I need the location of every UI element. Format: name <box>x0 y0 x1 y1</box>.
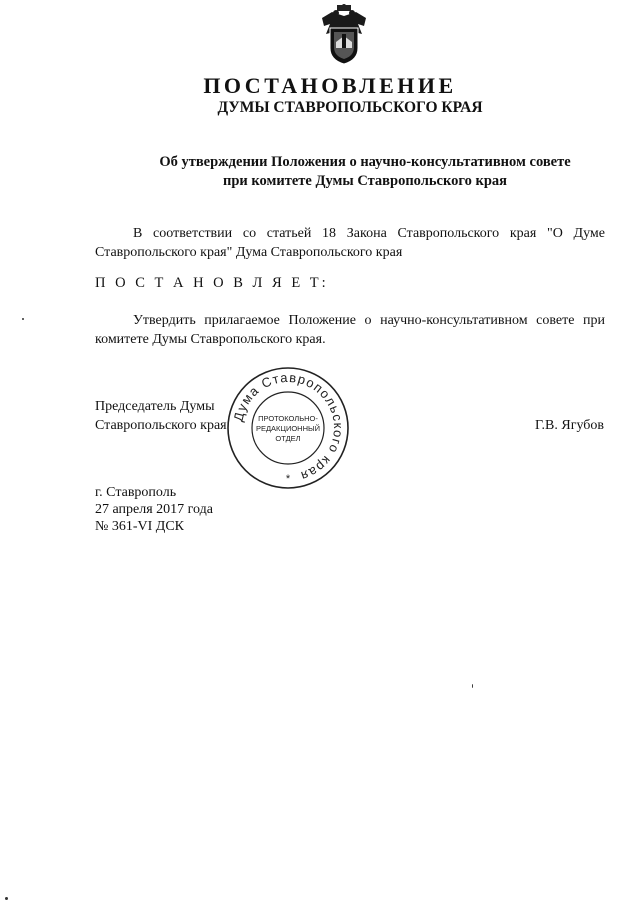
resolves-heading: П О С Т А Н О В Л Я Е Т: <box>95 275 329 291</box>
document-subtitle: ДУМЫ СТАВРОПОЛЬСКОГО КРАЯ <box>217 99 483 116</box>
footer-city: г. Ставрополь <box>95 485 177 500</box>
signatory-position-line-1: Председатель Думы <box>95 399 215 414</box>
document-title: ПОСТАНОВЛЕНИЕ <box>203 73 457 98</box>
footer-number: № 361-VI ДСК <box>95 519 185 534</box>
scan-speck <box>5 897 8 900</box>
preamble-paragraph <box>95 224 605 262</box>
stamp-center-line-1: ПРОТОКОЛЬНО- <box>258 414 318 423</box>
document-footer <box>95 484 213 535</box>
scan-speck <box>22 318 24 320</box>
official-stamp <box>225 365 351 491</box>
resolution-paragraph <box>95 311 605 349</box>
preamble-text: В соответствии со статьей 18 Закона Ставропольского края "О Думе Ставропольского края" Дума Ставропольского края <box>95 226 605 260</box>
stamp-center-line-2: РЕДАКЦИОННЫЙ <box>255 424 321 433</box>
coat-of-arms-emblem <box>318 4 370 66</box>
signatory-name: Г.В. Ягубов <box>535 418 604 433</box>
signatory-position-line-2: Ставропольского края <box>95 418 227 433</box>
signatory-position <box>95 397 227 435</box>
footer-date: 27 апреля 2017 года <box>95 502 213 517</box>
subject-line-1: Об утверждении Положения о научно-консультативном совете <box>159 154 571 170</box>
document-subject <box>0 153 640 191</box>
stamp-ring-text: Дума Ставропольского края <box>230 369 347 485</box>
subject-line-2: при комитете Думы Ставропольского края <box>222 173 508 189</box>
scan-speck <box>472 684 473 688</box>
resolution-text: Утвердить прилагаемое Положение о научно-консультативном совете при комитете Думы Ставропольского края. <box>95 313 605 347</box>
stamp-star: * <box>285 473 291 485</box>
stamp-center-line-3: ОТДЕЛ <box>275 434 301 443</box>
